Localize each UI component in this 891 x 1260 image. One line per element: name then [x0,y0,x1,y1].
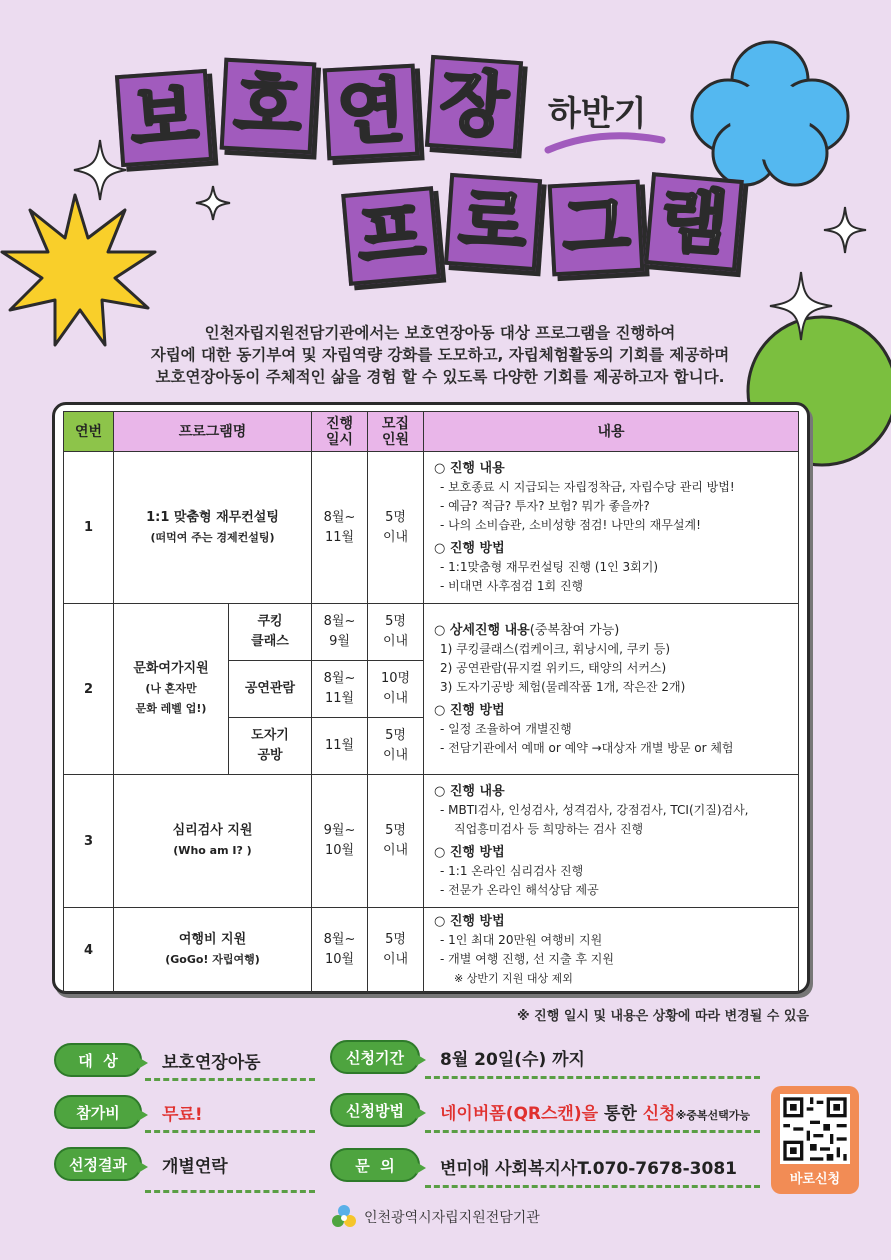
count-text: 이내 [382,634,409,649]
sub-program-cell [229,718,312,775]
content-cell [424,908,799,993]
date-text: 11월 [324,691,355,706]
content-heading [434,621,788,640]
content-line: - 1:1 온라인 심리검사 진행 [440,864,584,878]
title-char: 로 [456,178,530,266]
count-text: 이내 [382,691,409,706]
title-tile [220,58,317,155]
title-char: 장 [437,60,511,148]
content-heading: ○ 진행 방법 [434,845,505,860]
title-tile [548,180,645,277]
date-text: 8월~ [323,614,356,629]
intro-line: 보호연장아동이 주체적인 삶을 경험 할 수 있도록 다양한 기회를 제공하고자 합니다. [155,368,725,386]
content-heading: ○ 진행 내용 [434,784,505,799]
date-text: 11월 [324,529,355,545]
content-heading: ○ 진행 내용 [434,461,505,476]
header-no: 연번 [64,412,114,452]
program-name-cell [114,604,229,775]
qr-apply-button[interactable] [771,1086,859,1194]
count-cell [368,661,424,718]
intro-text [100,322,780,388]
title-char: 보 [127,74,201,162]
content-note: ※ 상반기 지원 대상 제외 [454,972,573,985]
content-line: - 나의 소비습관, 소비성향 점검! 나만의 재무설계! [440,518,701,532]
content-line: 직업흥미검사 등 희망하는 검사 진행 [454,822,644,836]
count-text: 이내 [382,748,409,763]
blue-flower-icon [690,38,850,188]
sparkle-icon [195,185,231,221]
count-text: 5명 [385,614,406,629]
count-text: 10명 [380,671,411,686]
method-note: ※중복선택가능 [675,1109,751,1122]
target-value: 보호연장아동 [162,1053,261,1073]
sub-program-cell [229,604,312,661]
date-text: 8월~ [323,671,356,686]
method-text: 통한 [598,1104,643,1124]
sparkle-icon [822,205,868,255]
count-text: 이내 [382,843,409,858]
sub-program-name: 공방 [257,748,283,763]
sub-program-name: 쿠킹 [257,614,283,629]
contact-value: 변미애 사회복지사T.070-7678-3081 [440,1159,737,1179]
divider [145,1190,315,1193]
count-text: 5명 [385,509,406,525]
count-cell [368,718,424,775]
content-heading-text: ○ 상세진행 내용 [434,622,530,638]
content-line: - 비대면 사후점검 1회 진행 [440,579,584,593]
count-text: 이내 [382,529,409,545]
period-label-pill: 신청기간 [330,1040,420,1074]
program-subtitle: 문화 레벨 업!) [135,702,207,715]
content-line: - 1:1맞춤형 재무컨설팅 진행 (1인 3회기) [440,560,659,574]
content-line: - 1인 최대 20만원 여행비 지원 [440,933,603,947]
method-text: 네이버폼(QR스캔)을 [440,1104,599,1124]
program-name-cell [114,775,312,908]
half-year-label: 하반기 [548,94,647,134]
program-name: 1:1 맞춤형 재무컨설팅 [146,509,279,525]
header-name: 프로그램명 [114,412,312,452]
count-cell [368,452,424,604]
method-value [440,1099,750,1124]
qr-label: 바로신청 [789,1172,841,1187]
divider [425,1076,760,1079]
date-text: 9월~ [323,823,356,838]
date-cell [312,604,368,661]
program-name: 여행비 지원 [178,932,247,947]
content-cell [424,775,799,908]
count-text: 5명 [385,823,406,838]
sub-program-name: 공연관람 [244,681,296,696]
date-cell: 11월 [312,718,368,775]
program-subtitle: (GoGo! 자립여행) [165,953,260,966]
date-text: 8월~ [323,932,356,947]
title-char: 그 [560,185,632,271]
date-cell [312,908,368,993]
method-label-pill: 신청방법 [330,1093,420,1127]
row-number: 4 [64,908,114,993]
content-heading: ○ 진행 방법 [434,702,505,718]
qr-code-icon [780,1094,850,1164]
header-count: 모집 인원 [368,412,424,452]
date-text: 10월 [324,843,355,858]
program-subtitle: (떠먹여 주는 경제컨설팅) [150,530,275,544]
title-char: 프 [353,192,429,280]
title-char: 램 [656,178,732,266]
sub-program-name: 도자기 [251,728,289,743]
count-text: 5명 [385,932,406,947]
date-text: 8월~ [323,509,356,525]
date-cell [312,661,368,718]
content-line: - 보호종료 시 지급되는 자립정착금, 자립수당 관리 방법! [440,480,735,494]
intro-line: 자립에 대한 동기부여 및 자립역량 강화를 도모하고, 자립체험활동의 기회를 제공하며 [150,346,730,364]
program-name: 심리검사 지원 [172,823,253,838]
program-table [63,411,799,993]
program-table-card [52,402,810,994]
header-content: 내용 [424,412,799,452]
method-text: 신청 [642,1104,676,1124]
table-row [64,452,799,604]
content-line: 2) 공연관람(뮤지컬 위키드, 태양의 서커스) [440,660,667,675]
program-subtitle: (Who am I? ) [173,844,252,857]
contact-label-pill: 문 의 [330,1148,420,1182]
period-value: 8월 20일(수) 까지 [440,1050,585,1070]
sub-program-name: 클래스 [251,634,289,649]
intro-line: 인천자립지원전담기관에서는 보호연장아동 대상 프로그램을 진행하여 [204,324,676,342]
title-tile [444,173,542,271]
result-value: 개별연락 [162,1157,228,1177]
title-char: 호 [232,63,304,149]
table-row [64,604,799,661]
row-number: 3 [64,775,114,908]
org-logo-icon [330,1203,358,1231]
content-line: - 전담기관에서 예매 or 예약 →대상자 개별 방문 or 체험 [440,740,734,755]
program-name: 문화여가지원 [133,661,209,676]
content-line: 1) 쿠킹클래스(컵케이크, 휘낭시에, 쿠키 등) [440,641,671,656]
table-row [64,908,799,993]
fee-label-pill: 참가비 [54,1095,142,1129]
divider [425,1185,760,1188]
title-tile [323,64,420,161]
content-line: - 개별 여행 진행, 선 지출 후 지원 [440,952,614,966]
title-tile [115,69,213,167]
content-line: 3) 도자기공방 체험(물레작품 1개, 작은잔 2개) [440,679,686,694]
date-text: 10월 [324,952,355,967]
title-tile [644,172,744,272]
content-heading: ○ 진행 방법 [434,541,505,556]
program-name-cell [114,908,312,993]
content-cell [424,452,799,604]
table-row [64,775,799,908]
sub-program-cell [229,661,312,718]
date-text: 9월 [329,634,350,649]
content-line: - 일정 조율하여 개별진행 [440,721,572,736]
result-label-pill: 선정결과 [54,1147,142,1181]
count-text: 5명 [385,728,406,743]
fee-value: 무료! [162,1105,203,1125]
count-cell [368,908,424,993]
count-cell [368,604,424,661]
divider [145,1078,315,1081]
org-footer [330,1203,540,1231]
divider [145,1130,315,1133]
row-number: 2 [64,604,114,775]
row-number: 1 [64,452,114,604]
date-cell [312,775,368,908]
content-line: - 예금? 적금? 투자? 보험? 뭐가 좋을까? [440,499,650,513]
target-label-pill: 대 상 [54,1043,142,1077]
table-header-row [64,412,799,452]
title-char: 연 [335,69,407,155]
divider [425,1130,760,1133]
content-line: - 전문가 온라인 해석상담 제공 [440,883,599,897]
title-tile [425,55,523,153]
program-name-cell [114,452,312,604]
content-cell [424,604,799,775]
footnote: ※ 진행 일시 및 내용은 상황에 따라 변경될 수 있음 [517,1009,809,1024]
content-line: - MBTI검사, 인성검사, 성격검사, 강점검사, TCI(기질)검사, [440,803,749,817]
count-text: 이내 [382,952,409,967]
title-tile [341,186,441,286]
program-subtitle: (나 혼자만 [145,682,197,695]
header-date: 진행 일시 [312,412,368,452]
content-heading: ○ 진행 방법 [434,914,505,929]
content-heading-extra: (중복참여 가능) [529,622,620,638]
org-name: 인천광역시자립지원전담기관 [364,1210,540,1226]
count-cell [368,775,424,908]
date-cell [312,452,368,604]
